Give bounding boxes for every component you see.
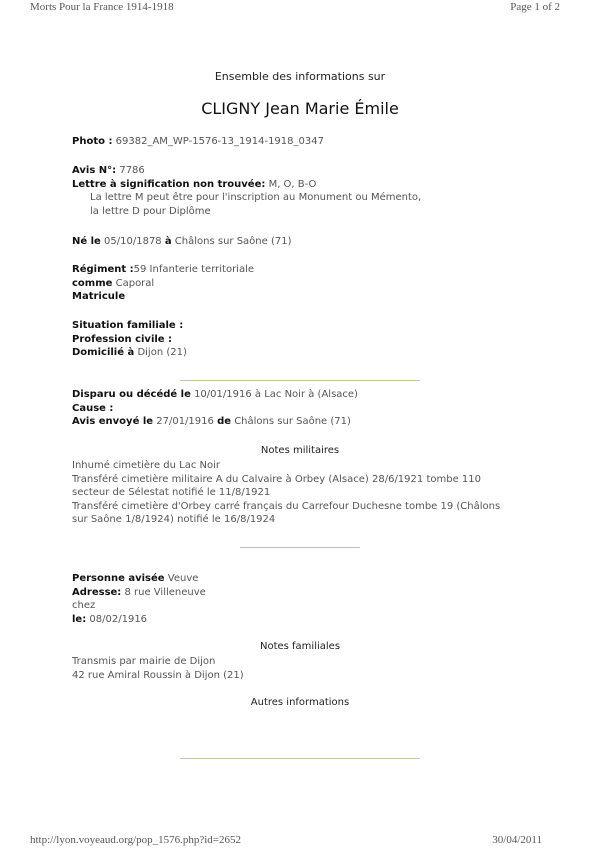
letter-label: Lettre à signification non trouvée: [72,178,266,190]
notified-date-label: le: [72,613,87,625]
photo-line [72,135,560,149]
birth-place: Châlons sur Saône (71) [174,236,292,247]
letter-note-1: La lettre M peut être pour l'inscription au Monument ou Mémento, [90,192,422,203]
death-block [72,388,560,429]
rank-value: Caporal [115,277,155,289]
cause-label: Cause : [72,402,114,414]
note-line: Transféré cimetière militaire A du Calvaire à Orbey (Alsace) 28/6/1921 tombe 110 [72,473,481,485]
domicile-label: Domicilié à [72,347,135,358]
person-name-title: CLIGNY Jean Marie Émile [201,99,399,118]
note-line: sur Saône 1/8/1924) notifié le 16/8/1924 [72,514,276,525]
chez-label: chez [72,600,96,611]
person-label: Personne avisée [72,573,165,584]
domicile-value: Dijon (21) [137,347,187,358]
death-label: Disparu ou décédé le [72,389,191,400]
birth-line [72,235,560,249]
profession-label: Profession civile : [72,333,173,345]
avis-sent-from: de [217,416,232,427]
avis-sent-place: Châlons sur Saône (71) [234,416,351,427]
print-footer-date: 30/04/2011 [492,834,542,846]
note-line: Transféré cimetière d'Orbey carré français du Carrefour Duchesne tombe 19 (Châlons [72,500,501,512]
notified-date-value: 08/02/1916 [89,613,148,625]
divider-1 [180,380,420,381]
letter-note-2: la lettre D pour Diplôme [90,205,211,217]
avis-label: Avis N°: [72,165,117,176]
death-date: 10/01/1916 [194,389,252,400]
document-subtitle: Ensemble des informations sur [214,70,386,83]
notes-militaires-body [72,459,560,527]
print-header-page: Page 1 of 2 [510,1,560,13]
divider-3 [180,758,420,759]
birth-at: à [164,236,172,247]
photo-label: Photo : [72,136,113,147]
family-note-line: 42 rue Amiral Roussin à Dijon (21) [72,669,244,681]
death-place: à Lac Noir à (Alsace) [254,389,358,400]
divider-2 [240,547,360,548]
regiment-value: 59 Infanterie territoriale [133,264,255,275]
family-note-line: Transmis par mairie de Dijon [72,656,216,667]
letter-value: M, O, B-O [268,178,317,190]
photo-value: 69382_AM_WP-1576-13_1914-1918_0347 [115,136,324,147]
birth-date: 05/10/1878 [104,236,162,247]
rank-label: comme [72,277,113,289]
family-label: Situation familiale : [72,320,184,331]
notes-militaires-title: Notes militaires [260,445,340,456]
regiment-label: Régiment : [72,264,134,275]
print-header-title: Morts Pour la France 1914-1918 [30,1,174,13]
notes-familiales-title: Notes familiales [259,641,341,652]
address-value: 8 rue Villeneuve [124,586,206,598]
military-block [72,263,560,304]
civil-block [72,319,560,360]
matricule-label: Matricule [72,291,126,302]
print-footer-url: http://lyon.voyeaud.org/pop_1576.php?id=2652 [30,834,242,846]
note-line: Inhumé cimetière du Lac Noir [72,460,221,471]
avis-value: 7786 [119,165,145,176]
contact-block [72,572,560,626]
note-line: secteur de Sélestat notifié le 11/8/1921 [72,487,271,498]
avis-block [72,164,560,218]
avis-sent-date: 27/01/1916 [156,416,214,427]
person-value: Veuve [167,573,199,584]
autres-informations-title: Autres informations [250,697,350,708]
address-label: Adresse: [72,586,122,598]
birth-label: Né le [72,236,101,247]
notes-familiales-body [72,655,560,682]
avis-sent-label: Avis envoyé le [72,416,154,427]
